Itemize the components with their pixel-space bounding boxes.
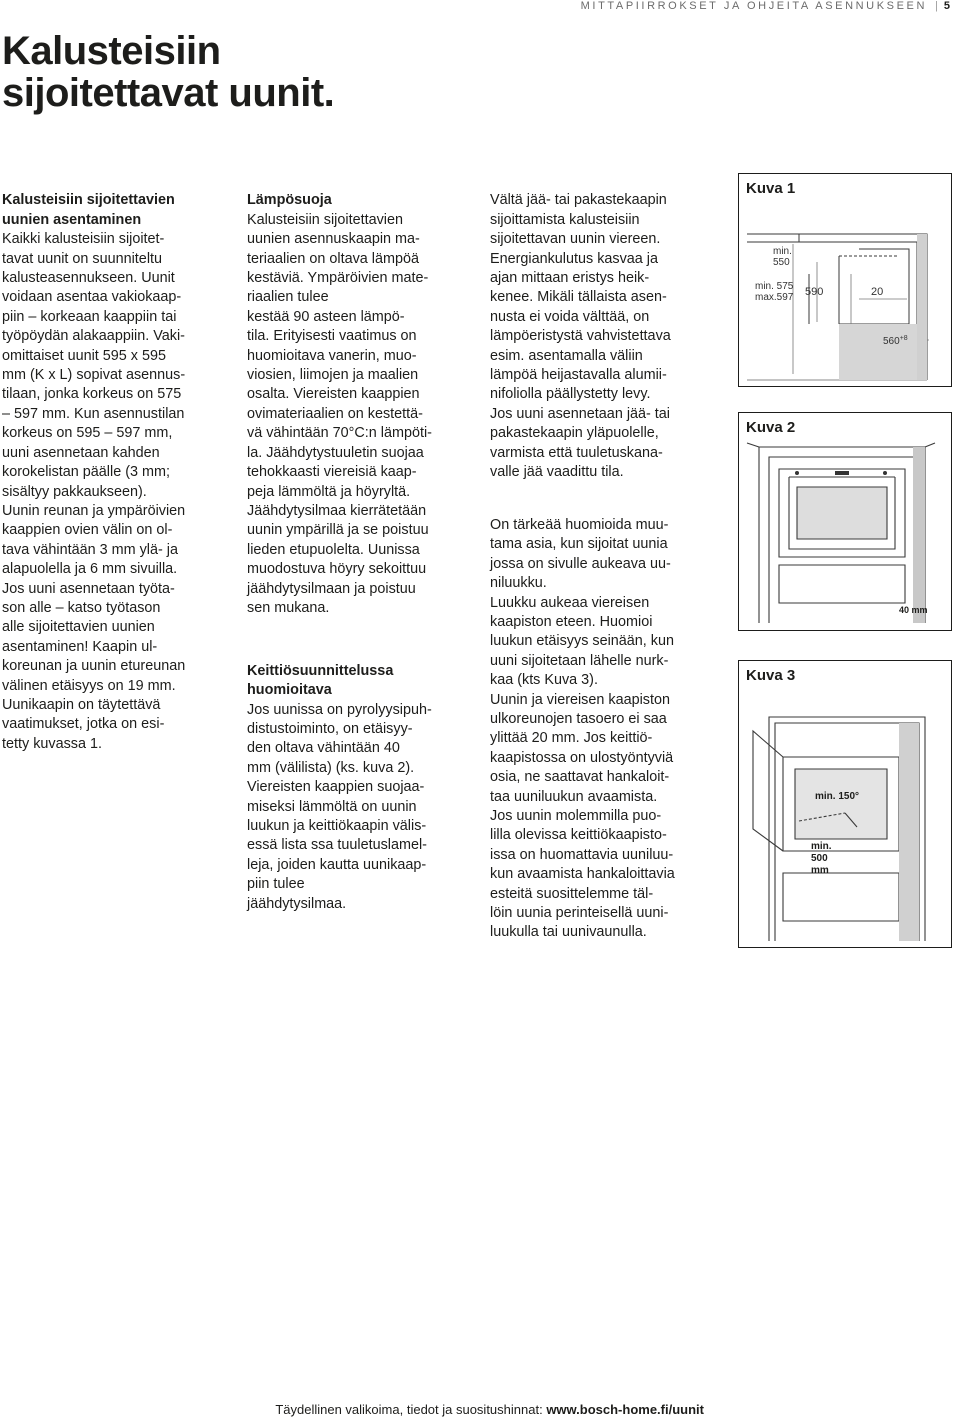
- column-installation: [2, 172, 234, 754]
- footer-url[interactable]: www.bosch-home.fi/uunit: [546, 1402, 704, 1417]
- figure-2: [738, 412, 952, 631]
- figure-1-drawing: [739, 174, 951, 386]
- dim-min-500-line3: mm: [811, 865, 829, 876]
- kitchen-planning-body: Jos uunissa on pyrolyysipuh- distustoiminto, on etäisyy- den oltava vähintään 40 mm (välilista) (ks. kuva 2). Viereisten kaappien suojaa- miseksi lämmöltä on uunin luukun ja keittiökaapin välis- essä lista ssa tuuletuslamel- leja, joiden kautta uunikaap- piin tulee jäähdytysilmaa.: [247, 701, 432, 912]
- heat-protection-heading: Lämpösuoja: [247, 192, 332, 209]
- control-knob: [795, 471, 799, 475]
- column-heat-protection: [247, 172, 479, 914]
- cabinet-base: [839, 324, 917, 380]
- figure-1-label: Kuva 1: [746, 180, 796, 197]
- installation-heading: Kalusteisiin sijoitettavien uunien asentaminen: [2, 192, 175, 228]
- figure-1: [738, 173, 952, 387]
- header-separator: |: [935, 0, 938, 12]
- dim-max-597: max.597: [755, 292, 794, 303]
- page-title: Kalusteisiin sijoitettavat uunit.: [2, 29, 335, 115]
- control-knob: [883, 471, 887, 475]
- page-number: 5: [943, 0, 950, 12]
- dim-560: $560^{+8}$: [883, 335, 908, 347]
- figure-2-label: Kuva 2: [746, 419, 796, 436]
- oven-display: [835, 471, 849, 475]
- figure-2-drawing: [739, 413, 951, 630]
- side-door-body: On tärkeää huomioida muu- tama asia, kun sijoitat uunia jossa on sivulle aukeava uu- niluukku. Luukku aukeaa viereisen kaapiston eteen. Huomioi luukun etäisyys seinään, kun uuni sijoitetaan lähelle nurk- kaa (kts Kuva 3). Uunin ja viereisen kaapiston ulkoreunojen tasoero ei saa ylittää 20 mm. Jos keittiö- kaapistossa on ulostyöntyviä osia, ne saattavat hankaloit- taa uuniluukun avaamista. Jos uunin molemmilla puo- lilla olevissa keittiökaapisto- issa on huomattavia uuniluu- kun avaamista hankaloittavia esteitä suosittelemme täl- löin uunia perinteisellä uuni- luukulla tai uunivaunulla.: [490, 516, 675, 941]
- adjacent-cabinet: [899, 723, 919, 941]
- figure-3: [738, 660, 952, 948]
- dim-min-500-line1: min.: [811, 841, 832, 852]
- dim-min-550-a: min. 550: [773, 246, 792, 268]
- running-header: [581, 0, 950, 12]
- side-wall: [913, 447, 925, 623]
- figure-3-drawing: [739, 661, 951, 947]
- heat-protection-body: Kalusteisiin sijoitettavien uunien asennuskaapin ma- teriaalien on oltava lämpöä kestäviä. Ympäröivien mate- riaalien tulee kestää 90 asteen lämpö- tila. Erityisesti vaatimus on huomioitava vanerin, muo- viosien, liimojen ja maalien osalta. Viereisten kaappien ovimateriaalien on kestettä- vä vähintään 70°C:n lämpöti- la. Jäähdytystuuletin suojaa tehokkaasti viereisiä kaap- peja lämmöltä ja höyryltä. Jäähdytysilmaa kierrätetään uunin ympärillä ja se poistuu lieden etupuolelta. Uunissa muodostuva höyry sekoittuu jäähdytysilmaan ja poistuu sen mukana.: [247, 211, 432, 616]
- kitchen-planning-heading: Keittiösuunnittelussa huomioitava: [247, 662, 394, 699]
- dim-min-575: min. 575: [755, 281, 794, 292]
- installation-body: Kaikki kalusteisiin sijoitet- tavat uunit on suunniteltu kalusteasennukseen. Uunit voidaan asentaa vakiokaap- piin – korkeaan kaappiin tai työpöydän alakaappiin. Vaki- omittaiset uunit 595 x 595 mm (K x L) sopivat asennus- tilaan, jonka korkeus on 575 – 597 mm. Kun asennustilan korkeus on 595 – 597 mm, uuni asennetaan kahden korokelistan päälle (3 mm; sisältyy pakkaukseen). Uunin reunan ja ympäröivien kaappien ovien välin on ol- tava vähintään 3 mm ylä- ja alapuolella ja 6 mm sivuilla. Jos uuni asennetaan työta- son alle – katso työtason alle sijoitettavien uunien asentaminen! Kaapin ul- koreunan ja uunin etureunan välinen etäisyys on 19 mm. Uunikaapin on täytettävä vaatimukset, jotka on esi- tetty kuvassa 1.: [2, 231, 186, 752]
- running-header-title: MITTAPIIRROKSET JA OHJEITA ASENNUKSEEN: [580, 0, 928, 12]
- dim-min-150: min. 150°: [815, 791, 860, 802]
- dim-min-500-line2: 500: [811, 853, 828, 864]
- cabinet-side-panel: [917, 234, 927, 380]
- column-fridge-door: [490, 172, 722, 943]
- fridge-placement-body: Vältä jää- tai pakastekaapin sijoittamista kalusteisiin sijoitettavan uunin viereen. Energiankulutus kasvaa ja ajan mittaan eristys heik- kenee. Mikäli tällaista asen- nusta ei voida välttää, on lämpöeristystä vahvistettava esim. asentamalla väliin lämpöä heijastavalla alumii- nifoliolla päällystetty levy. Jos uuni asennetaan jää- tai pakastekaapin yläpuolelle, varmista että tuuletuskana- valle jää vaadittu tila.: [490, 192, 671, 481]
- figure-3-label: Kuva 3: [746, 667, 796, 684]
- dim-590: 590: [805, 286, 824, 298]
- footer-text: Täydellinen valikoima, tiedot ja suositushinnat:: [275, 1402, 547, 1417]
- footer: [275, 1402, 704, 1417]
- dim-40mm: 40 mm: [899, 605, 928, 615]
- dim-20: 20: [871, 286, 884, 298]
